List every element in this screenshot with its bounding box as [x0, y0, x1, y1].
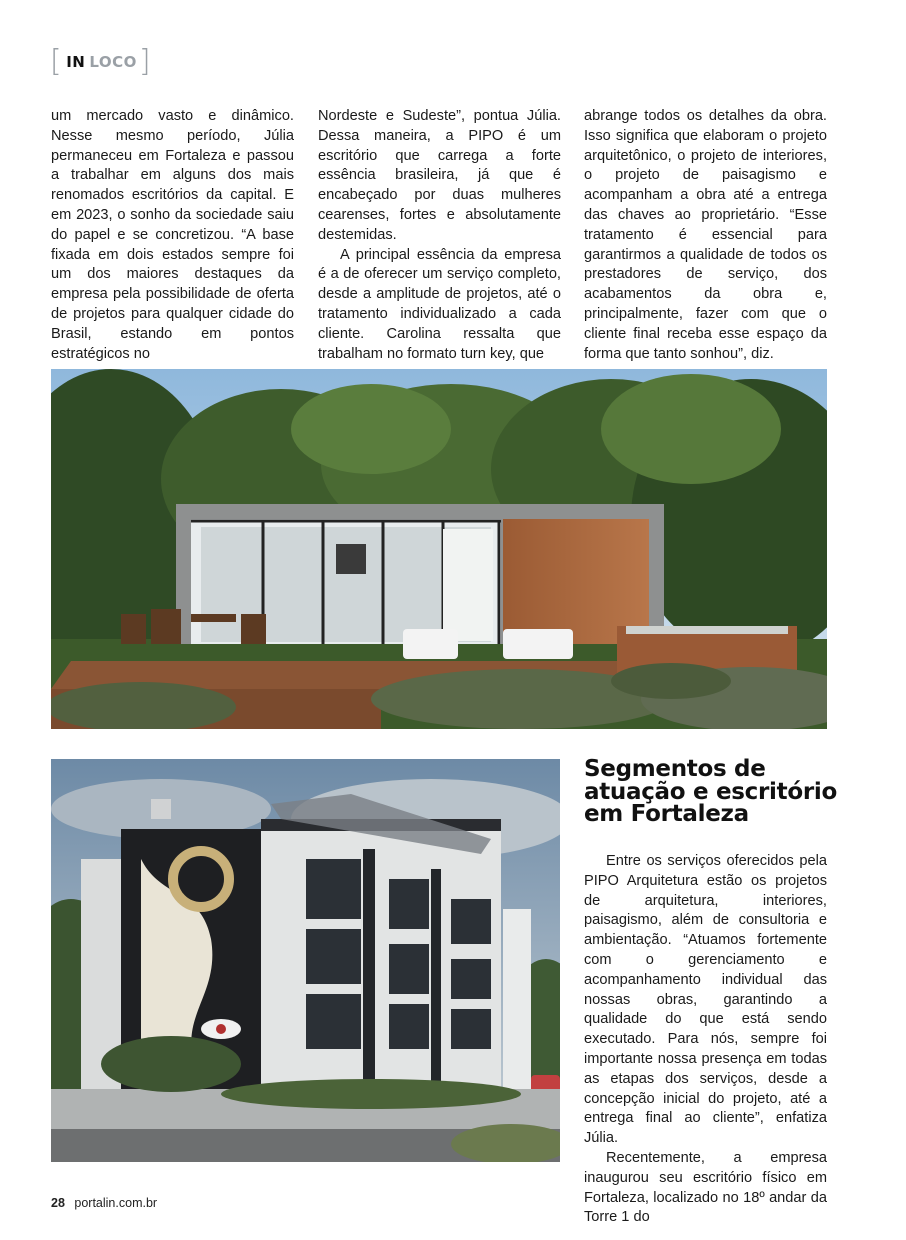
page-number: 28	[51, 1196, 65, 1210]
article-column-3	[584, 107, 827, 364]
paragraph: abrange todos os detalhes da obra. Isso significa que elaboram o projeto arquitetônico, o projeto de interiores, o projeto de paisagismo e acompanham a obra até a entrega das chaves ao proprietário. “Esse tratamento é essencial para garantirmos a qualidade de todos os prestadores de serviço, dos acabamentos da obra e, principalmente, fazer com que o cliente final receba esse espaço da forma que tanto sonhou”, diz.	[584, 108, 827, 362]
section-tag-loco: LOCO	[89, 53, 137, 71]
paragraph: A principal essência da empresa é a de oferecer um serviço completo, desde a amplitude de projetos, até o tratamento individualizado a cada cliente. Carolina ressalta que trabalham no formato turn key, que	[318, 246, 561, 362]
paragraph: Entre os serviços oferecidos pela PIPO Arquitetura estão os projetos de arquitetura, interiores, paisagismo, além de consultoria e ambientação. “Atuamos fortemente com o gerenciamento e acompanhamento individual das nossas obras, garantindo a qualidade do que está sendo executado. Para nós, sempre foi importante nossa presença em todas as etapas dos serviços, desde a concepção inicial do projeto, até a entrega final ao cliente”, enfatiza Júlia.	[584, 853, 827, 1147]
building-photo	[51, 759, 560, 1162]
site-url: portalin.com.br	[74, 1196, 158, 1210]
bracket-right: ]	[138, 44, 152, 79]
section-tag	[50, 44, 152, 79]
paragraph: Nordeste e Sudeste”, pontua Júlia. Dessa maneira, a PIPO é um escritório que carrega a forte essência brasileira, já que é encabeçado por duas mulheres cearenses, fortes e absolutamente destemidas.	[318, 108, 561, 243]
paragraph: Recentemente, a empresa inaugurou seu escritório físico em Fortaleza, localizado no 18º andar da Torre 1 do	[584, 1149, 827, 1226]
article-column-2	[318, 107, 561, 364]
page-footer	[51, 1196, 157, 1210]
section-subheading: Segmentos de atuação e escritório em Fortaleza	[584, 756, 837, 827]
house-photo	[51, 369, 827, 729]
bracket-left: [	[50, 44, 63, 79]
section-tag-in: IN	[66, 53, 86, 71]
article-column-1	[51, 107, 294, 364]
article-column-4	[584, 852, 827, 1228]
paragraph: um mercado vasto e dinâmico. Nesse mesmo período, Júlia permaneceu em Fortaleza e passou a trabalhar em alguns dos mais renomados escritórios da capital. E em 2023, o sonho da sociedade saiu do papel e se concretizou. “A base fixada em dois estados sempre foi um dos maiores destaques da empresa pela possibilidade de oferta de projetos para qualquer cidade do Brasil, estando em pontos estratégicos no	[51, 108, 294, 362]
